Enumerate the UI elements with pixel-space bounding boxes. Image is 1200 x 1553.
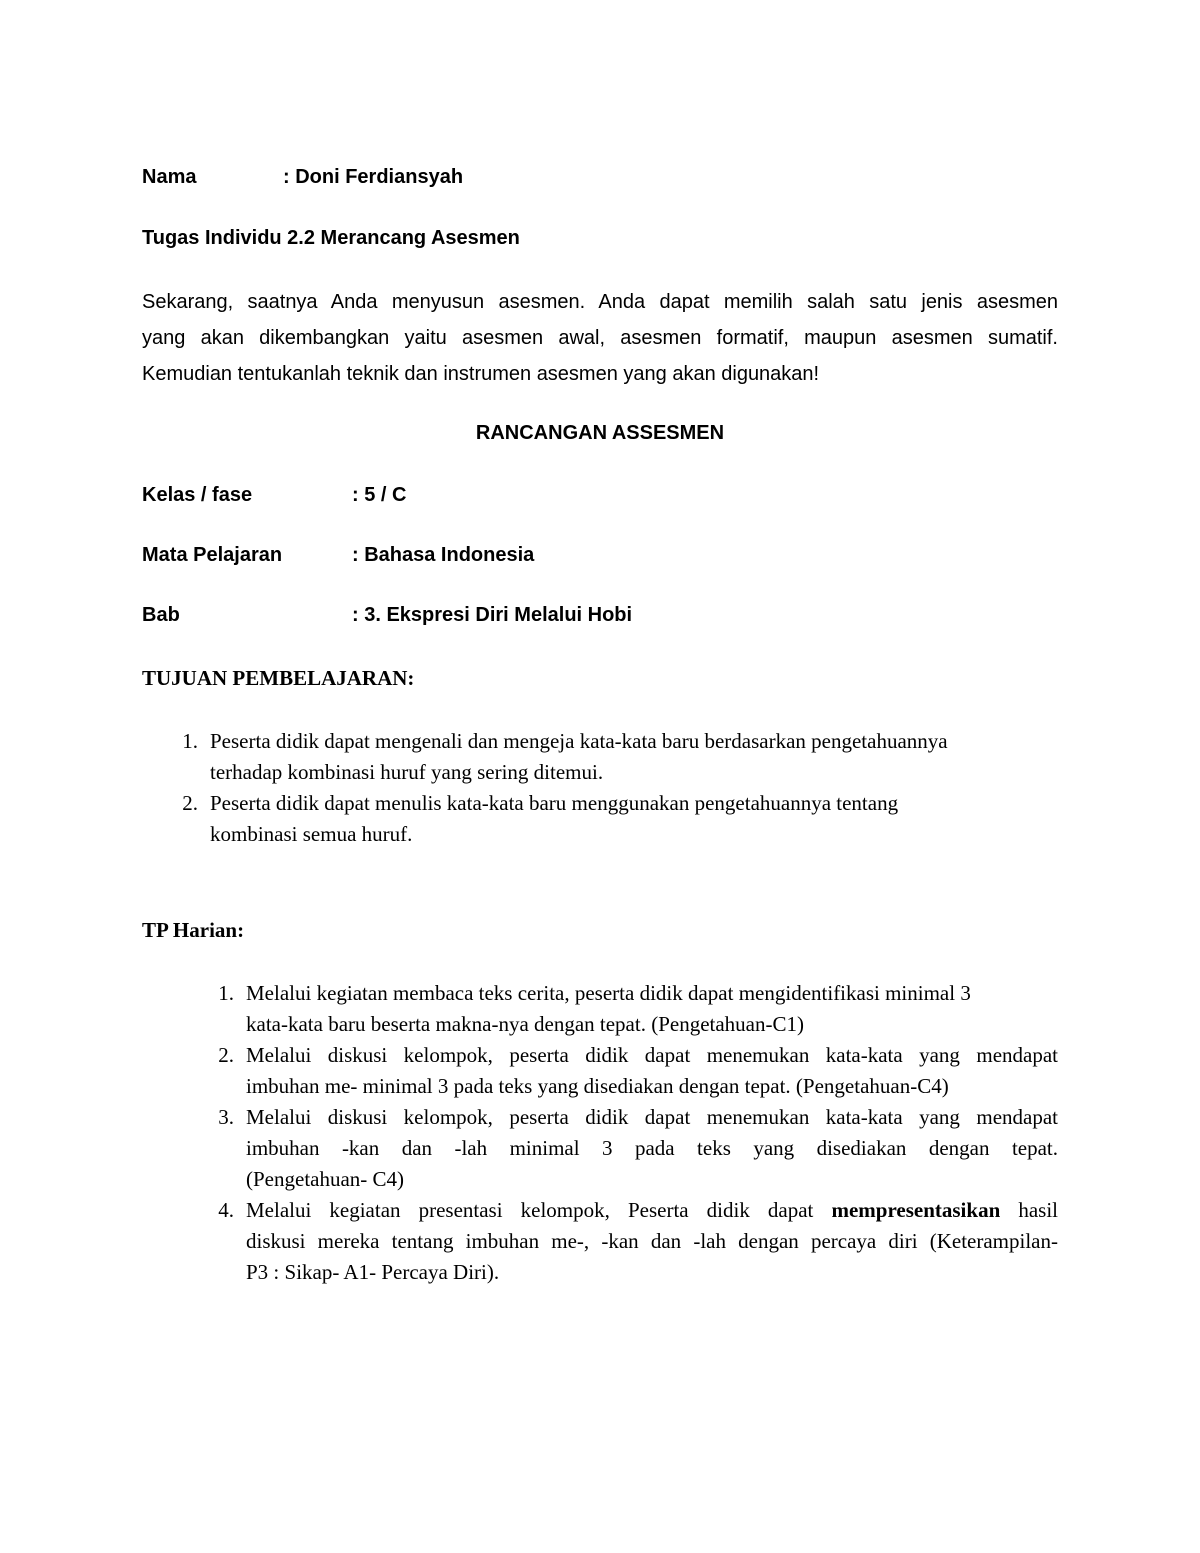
list-line: diskusi mereka tentang imbuhan me-, -kan dan -lah dengan percaya diri (Keterampilan-	[246, 1229, 1058, 1253]
list-item	[210, 978, 1058, 1040]
list-line: Peserta didik dapat mengenali dan mengeja kata-kata baru berdasarkan pengetahuannya	[210, 729, 948, 753]
list-item	[174, 788, 1014, 850]
intro-paragraph	[142, 284, 1058, 392]
list-line: kombinasi semua huruf.	[210, 822, 413, 846]
list-line: Peserta didik dapat menulis kata-kata baru menggunakan pengetahuannya tentang	[210, 791, 899, 815]
list-item	[210, 1102, 1058, 1195]
name-label: Nama	[142, 166, 197, 188]
tp-harian-list	[210, 978, 1058, 1288]
list-number: 2.	[218, 1043, 234, 1067]
tp-harian-heading: TP Harian:	[142, 918, 245, 942]
task-title: Tugas Individu 2.2 Merancang Asesmen	[142, 227, 520, 249]
list-line: imbuhan me- minimal 3 pada teks yang disediakan dengan tepat. (Pengetahuan-C4)	[246, 1074, 949, 1098]
info-value-kelas: : 5 / C	[352, 484, 407, 506]
list-number: 4.	[218, 1198, 234, 1222]
intro-line: yang akan dikembangkan yaitu asesmen awal, asesmen formatif, maupun asesmen sumatif.	[142, 327, 1058, 349]
list-line: Melalui diskusi kelompok, peserta didik dapat menemukan kata-kata yang mendapat	[246, 1105, 1058, 1129]
intro-line: Kemudian tentukanlah teknik dan instrumen asesmen yang akan digunakan!	[142, 363, 820, 385]
list-item	[210, 1040, 1058, 1102]
list-line: P3 : Sikap- A1- Percaya Diri).	[246, 1260, 500, 1284]
section-title: RANCANGAN ASSESMEN	[475, 422, 725, 444]
info-label-mapel: Mata Pelajaran	[142, 544, 283, 566]
info-value-mapel: : Bahasa Indonesia	[352, 544, 535, 566]
list-number: 1.	[218, 981, 234, 1005]
tujuan-list	[174, 726, 1014, 850]
line-text: Melalui kegiatan presentasi kelompok, Peserta didik dapat	[246, 1198, 814, 1222]
list-line: Melalui kegiatan membaca teks cerita, peserta didik dapat mengidentifikasi minimal 3	[246, 981, 971, 1005]
list-line: terhadap kombinasi huruf yang sering ditemui.	[210, 760, 604, 784]
list-line: imbuhan -kan dan -lah minimal 3 pada teks yang disediakan dengan tepat.	[246, 1136, 1058, 1160]
list-number: 3.	[218, 1105, 234, 1129]
line-text: hasil	[1018, 1198, 1058, 1222]
info-label-kelas: Kelas / fase	[142, 484, 253, 506]
list-item	[210, 1195, 1058, 1288]
list-line	[246, 1195, 1058, 1226]
intro-line: Sekarang, saatnya Anda menyusun asesmen. Anda dapat memilih salah satu jenis asesmen	[142, 291, 1058, 313]
bold-term: mempresentasikan	[831, 1198, 1001, 1222]
info-value-bab: : 3. Ekspresi Diri Melalui Hobi	[352, 604, 633, 626]
list-line: kata-kata baru beserta makna-nya dengan tepat. (Pengetahuan-C1)	[246, 1012, 804, 1036]
list-line: Melalui diskusi kelompok, peserta didik dapat menemukan kata-kata yang mendapat	[246, 1043, 1058, 1067]
list-number: 2.	[182, 791, 198, 815]
tujuan-heading: TUJUAN PEMBELAJARAN:	[142, 666, 415, 690]
list-item	[174, 726, 1014, 788]
info-label-bab: Bab	[142, 604, 180, 626]
name-value: : Doni Ferdiansyah	[283, 166, 464, 188]
list-line: (Pengetahuan- C4)	[246, 1167, 405, 1191]
list-number: 1.	[182, 729, 198, 753]
